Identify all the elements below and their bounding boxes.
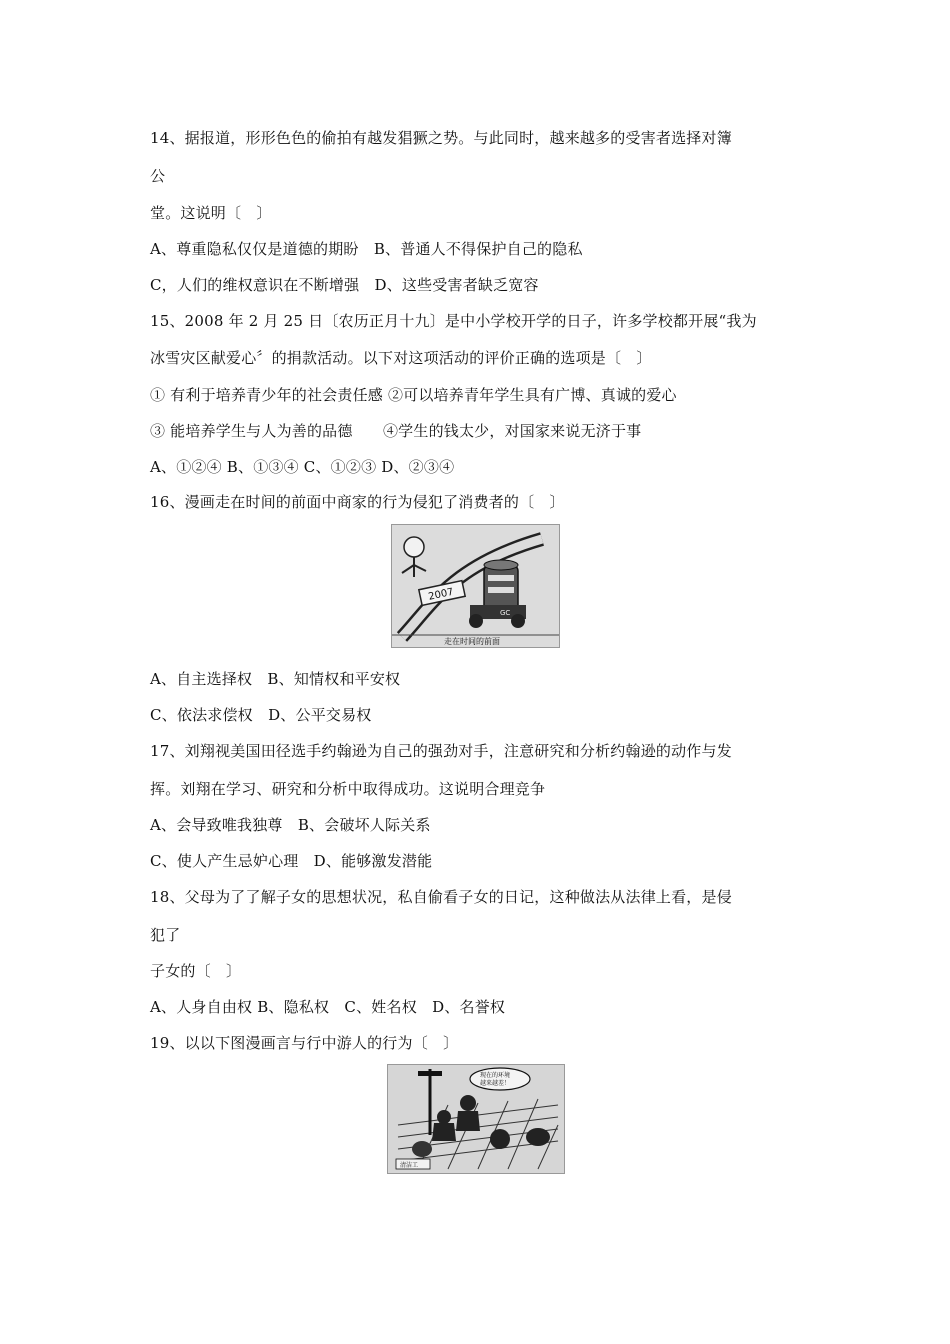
q15-options: A、①②④ B、①③④ C、①②③ D、②③④: [150, 458, 455, 476]
q18-stem-line2: 犯了: [150, 926, 181, 944]
q18-options: A、人身自由权 B、隐私权 C、姓名权 D、名誉权: [150, 998, 506, 1016]
cartoon-caption: 走在时间的前面: [444, 637, 500, 646]
q14-stem-line3: 堂。这说明〔 〕: [150, 204, 272, 222]
q16-stem: 16、漫画走在时间的前面中商家的行为侵犯了消费者的〔 〕: [150, 493, 565, 511]
q14-stem-line2: 公: [150, 167, 166, 185]
q18-stem-line1: 18、父母为了了解子女的思想状况，私自偷看子女的日记，这种做法从法律上看，是侵: [150, 888, 732, 906]
q15-item-12: ① 有利于培养青少年的社会责任感 ②可以培养青年学生具有广博、真诚的爱心: [150, 386, 677, 404]
speech-bubble-line1: 现在的环境: [480, 1072, 511, 1079]
cartoon-time-ahead: [391, 524, 560, 648]
sign-label: 清洁工: [400, 1162, 419, 1169]
q14-options-cd: C，人们的维权意识在不断增强 D、这些受害者缺乏宽容: [150, 276, 539, 294]
cartoon-words-and-deeds-drawing: [388, 1065, 564, 1173]
speech-bubble-line2: 越来越差！: [480, 1080, 511, 1087]
q14-stem-line1: 14、据报道，形形色色的偷拍有越发猖獗之势。与此同时，越来越多的受害者选择对簿: [150, 129, 732, 147]
q16-options-cd: C、依法求偿权 D、公平交易权: [150, 706, 372, 724]
can-label: GC: [500, 609, 511, 617]
q19-stem: 19、以以下图漫画言与行中游人的行为〔 〕: [150, 1034, 459, 1052]
q17-stem-line1: 17、刘翔视美国田径选手约翰逊为自己的强劲对手，注意研究和分析约翰逊的动作与发: [150, 742, 732, 760]
q16-options-ab: A、自主选择权 B、知情权和平安权: [150, 670, 401, 688]
q17-options-ab: A、会导致唯我独尊 B、会破坏人际关系: [150, 816, 431, 834]
q15-stem-line2: 冰雪灾区献爱心〞的捐款活动。以下对这项活动的评价正确的选项是〔 〕: [150, 349, 652, 367]
cartoon-time-ahead-drawing: [392, 525, 559, 647]
year-label: 2007: [427, 586, 455, 603]
q18-stem-line3: 子女的〔 〕: [150, 962, 242, 980]
q17-options-cd: C、使人产生忌妒心理 D、能够激发潜能: [150, 852, 433, 870]
cartoon-words-and-deeds: [387, 1064, 565, 1174]
q14-options-ab: A、尊重隐私仅仅是道德的期盼 B、普通人不得保护自己的隐私: [150, 240, 583, 258]
q17-stem-line2: 挥。刘翔在学习、研究和分析中取得成功。这说明合理竞争: [150, 780, 546, 798]
q15-item-34: ③ 能培养学生与人为善的品德 ④学生的钱太少，对国家来说无济于事: [150, 422, 642, 440]
q15-stem-line1: 15、2008 年 2 月 25 日〔农历正月十九〕是中小学校开学的日子，许多学校都开展“我为: [150, 312, 757, 330]
